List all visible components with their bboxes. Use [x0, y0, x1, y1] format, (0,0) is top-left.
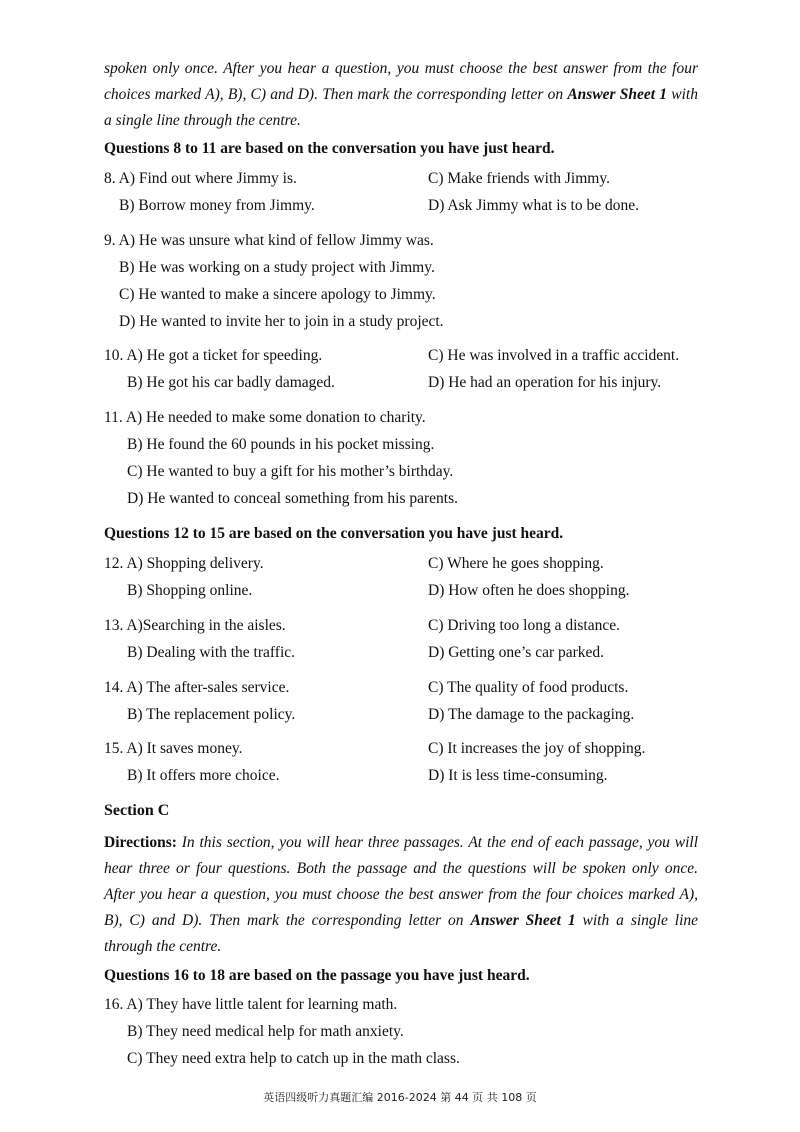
q12-option-b: B) Shopping online.	[127, 582, 253, 599]
answer-sheet-label-c: Answer Sheet 1	[470, 912, 576, 929]
q11-option-d: D) He wanted to conceal something from his parents.	[127, 490, 459, 507]
intro-directions-text-2: with a single line through the centre.	[104, 86, 698, 129]
intro-directions-text-1: spoken only once. After you hear a question, you must choose the best answer from the four choices marked A), B), C) and D). Then mark the corresponding letter on	[104, 60, 698, 103]
heading-questions-12-15: Questions 12 to 15 are based on the conversation you have just heard.	[104, 525, 564, 542]
q12-option-d: D) How often he does shopping.	[428, 582, 630, 599]
section-c-directions-text-1: In this section, you will hear three passages. At the end of each passage, you will hear three or four questions. Both the passage and the questions will be spoken only once. After you hear a question, you must choose the best answer from the four choices marked A), B), C) and D). Then mark the corresponding letter on	[104, 834, 698, 929]
q13-option-d: D) Getting one’s car parked.	[428, 644, 605, 661]
q15-option-a: 15. A) It saves money.	[104, 740, 243, 757]
q10-option-d: D) He had an operation for his injury.	[428, 374, 662, 391]
q11-option-a: 11. A) He needed to make some donation to charity.	[104, 409, 426, 426]
q14-option-c: C) The quality of food products.	[428, 679, 629, 696]
section-c-title: Section C	[104, 802, 170, 819]
q9-option-c: C) He wanted to make a sincere apology to Jimmy.	[119, 286, 436, 303]
q13-option-a: 13. A)Searching in the aisles.	[104, 617, 286, 634]
q15-option-d: D) It is less time-consuming.	[428, 767, 608, 784]
q8-option-b: B) Borrow money from Jimmy.	[119, 197, 315, 214]
q11-option-b: B) He found the 60 pounds in his pocket missing.	[127, 436, 435, 453]
q11-option-c: C) He wanted to buy a gift for his mother’s birthday.	[127, 463, 454, 480]
q9-option-b: B) He was working on a study project with Jimmy.	[119, 259, 435, 276]
q10-option-a: 10. A) He got a ticket for speeding.	[104, 347, 323, 364]
q10-option-b: B) He got his car badly damaged.	[127, 374, 335, 391]
intro-directions	[104, 56, 698, 134]
q15-option-c: C) It increases the joy of shopping.	[428, 740, 646, 757]
q15-option-b: B) It offers more choice.	[127, 767, 280, 784]
q14-option-b: B) The replacement policy.	[127, 706, 296, 723]
q14-option-a: 14. A) The after-sales service.	[104, 679, 290, 696]
section-c-directions-text-2: with a single line through the centre.	[104, 912, 699, 955]
q10-option-c: C) He was involved in a traffic accident.	[428, 347, 680, 364]
q14-option-d: D) The damage to the packaging.	[428, 706, 635, 723]
q8-option-c: C) Make friends with Jimmy.	[428, 170, 610, 187]
directions-label: Directions:	[104, 834, 177, 851]
q13-option-c: C) Driving too long a distance.	[428, 617, 620, 634]
q12-option-c: C) Where he goes shopping.	[428, 555, 604, 572]
page-footer: 英语四级听力真题汇编 2016-2024 第 44 页 共 108 页	[263, 1091, 537, 1104]
q16-option-a: 16. A) They have little talent for learning math.	[104, 996, 398, 1013]
q8-option-a: 8. A) Find out where Jimmy is.	[104, 170, 297, 187]
heading-questions-16-18: Questions 16 to 18 are based on the passage you have just heard.	[104, 967, 530, 984]
q16-option-c: C) They need extra help to catch up in the math class.	[127, 1050, 460, 1067]
q8-option-d: D) Ask Jimmy what is to be done.	[428, 197, 639, 214]
answer-sheet-label: Answer Sheet 1	[567, 86, 668, 103]
section-c-directions	[104, 830, 698, 960]
q9-option-a: 9. A) He was unsure what kind of fellow Jimmy was.	[104, 232, 434, 249]
q12-option-a: 12. A) Shopping delivery.	[104, 555, 264, 572]
heading-questions-8-11: Questions 8 to 11 are based on the conversation you have just heard.	[104, 140, 555, 157]
q16-option-b: B) They need medical help for math anxiety.	[127, 1023, 404, 1040]
q9-option-d: D) He wanted to invite her to join in a study project.	[119, 313, 444, 330]
q13-option-b: B) Dealing with the traffic.	[127, 644, 296, 661]
